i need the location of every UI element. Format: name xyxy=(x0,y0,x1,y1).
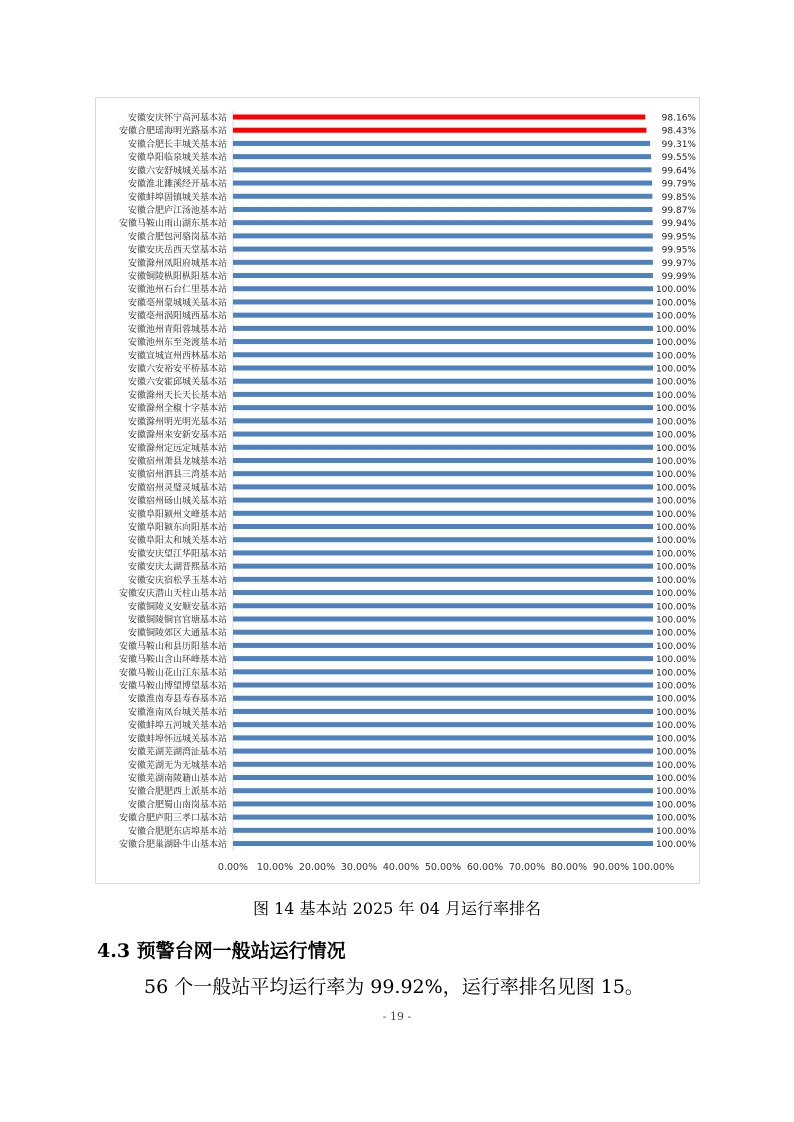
bar xyxy=(233,260,653,265)
bar xyxy=(233,181,652,186)
category-label: 安徽安庆望江华阳基本站 xyxy=(127,549,227,560)
category-label: 安徽阜阳颍东向阳基本站 xyxy=(127,523,227,534)
bar xyxy=(233,749,653,754)
category-label: 安徽安庆太湖晋熙基本站 xyxy=(127,562,227,573)
x-tick-label: 80.00% xyxy=(550,861,588,873)
data-label: 99.55% xyxy=(661,153,696,164)
data-label: 100.00% xyxy=(655,377,696,388)
bar xyxy=(233,498,653,503)
bar xyxy=(233,458,653,463)
category-label: 安徽淮南寿县寿春基本站 xyxy=(127,694,227,705)
data-label: 100.00% xyxy=(655,285,696,296)
data-label: 100.00% xyxy=(655,575,696,586)
category-label: 安徽合肥包河骆岗基本站 xyxy=(127,232,227,243)
data-label: 100.00% xyxy=(655,496,696,507)
category-label: 安徽铜陵义安顺安基本站 xyxy=(127,602,227,613)
x-tick-label: 60.00% xyxy=(466,861,504,873)
bar xyxy=(233,418,653,423)
category-label: 安徽安庆宿松孚玉基本站 xyxy=(127,575,227,586)
bar xyxy=(233,801,653,806)
bar xyxy=(233,762,653,767)
category-label: 安徽滁州凤阳府城基本站 xyxy=(127,258,227,269)
data-label: 98.16% xyxy=(661,113,696,124)
category-label: 安徽芜湖芜湖湾沚基本站 xyxy=(127,747,227,758)
category-label: 安徽淮北濉溪经开基本站 xyxy=(127,179,227,190)
category-label: 安徽芜湖南陵籍山基本站 xyxy=(127,774,227,784)
category-label: 安徽池州石台仁里基本站 xyxy=(127,285,227,296)
data-label: 100.00% xyxy=(655,390,696,401)
category-label: 安徽宣城宣州西林基本站 xyxy=(127,351,227,362)
data-label: 99.95% xyxy=(661,232,696,243)
category-label: 安徽安庆岳西天堂基本站 xyxy=(127,245,227,256)
data-label: 100.00% xyxy=(655,562,696,573)
data-label: 100.00% xyxy=(655,483,696,494)
category-label: 安徽马鞍山雨山湖东基本站 xyxy=(118,219,227,230)
data-label: 100.00% xyxy=(655,774,696,784)
bar xyxy=(233,445,653,450)
figure-caption: 图 14 基本站 2025 年 04 月运行率排名 xyxy=(253,899,541,918)
data-label: 100.00% xyxy=(655,536,696,547)
data-label: 99.85% xyxy=(661,192,696,203)
data-label: 100.00% xyxy=(655,787,696,798)
category-label: 安徽蚌埠怀远城关基本站 xyxy=(127,734,227,745)
bar xyxy=(233,484,653,489)
data-label: 100.00% xyxy=(655,338,696,349)
data-label: 100.00% xyxy=(655,655,696,666)
x-tick-label: 90.00% xyxy=(592,861,630,873)
section-heading: 4.3 预警台网一般站运行情况 xyxy=(97,940,346,962)
data-label: 100.00% xyxy=(655,430,696,441)
category-label: 安徽合肥蜀山南岗基本站 xyxy=(127,800,227,811)
category-label: 安徽安庆怀宁高河基本站 xyxy=(127,113,227,124)
x-tick-label: 40.00% xyxy=(382,861,420,873)
bar xyxy=(233,313,653,318)
data-label: 100.00% xyxy=(655,734,696,745)
data-label: 100.00% xyxy=(655,826,696,837)
data-label: 100.00% xyxy=(655,589,696,600)
data-label: 99.94% xyxy=(661,219,696,230)
x-tick-label: 10.00% xyxy=(256,861,294,873)
category-label: 安徽铜陵枞阳枞阳基本站 xyxy=(127,272,227,283)
x-tick-label: 70.00% xyxy=(508,861,546,873)
data-label: 99.79% xyxy=(661,179,696,190)
category-label: 安徽马鞍山花山江东基本站 xyxy=(118,668,227,679)
data-label: 100.00% xyxy=(655,523,696,534)
bar xyxy=(233,669,653,674)
bar xyxy=(233,220,653,225)
bar xyxy=(233,392,653,397)
bar xyxy=(233,471,653,476)
bar xyxy=(233,432,653,437)
data-label: 100.00% xyxy=(655,324,696,335)
bar xyxy=(233,379,653,384)
data-label: 100.00% xyxy=(655,747,696,758)
data-label: 100.00% xyxy=(655,470,696,481)
category-label: 安徽滁州明光明光基本站 xyxy=(127,417,227,428)
category-label: 安徽蚌埠固镇城关基本站 xyxy=(127,192,227,203)
bar xyxy=(233,656,653,661)
data-label: 100.00% xyxy=(655,760,696,771)
data-label: 100.00% xyxy=(655,721,696,732)
data-label: 100.00% xyxy=(655,707,696,718)
data-label: 99.64% xyxy=(661,166,696,177)
data-label: 100.00% xyxy=(655,443,696,454)
bar xyxy=(233,352,653,357)
data-label: 100.00% xyxy=(655,840,696,851)
category-label: 安徽池州青阳蓉城基本站 xyxy=(127,324,227,335)
bar xyxy=(233,841,653,846)
bar xyxy=(233,815,653,820)
category-label: 安徽亳州涡阳城西基本站 xyxy=(127,311,227,322)
bar xyxy=(233,207,652,212)
bar xyxy=(233,339,653,344)
category-label: 安徽芜湖无为无城基本站 xyxy=(127,760,227,771)
category-label: 安徽宿州灵璧灵城基本站 xyxy=(127,483,227,494)
data-label: 100.00% xyxy=(655,549,696,560)
bar xyxy=(233,696,653,701)
bar-chart xyxy=(96,98,699,883)
category-label: 安徽安庆潜山天柱山基本站 xyxy=(118,589,227,600)
bar xyxy=(233,511,653,516)
category-label: 安徽滁州天长天长基本站 xyxy=(127,390,227,401)
x-tick-label: 0.00% xyxy=(217,861,249,873)
category-label: 安徽阜阳太和城关基本站 xyxy=(127,536,227,547)
data-label: 99.87% xyxy=(661,205,696,216)
bar xyxy=(233,577,653,582)
bar xyxy=(233,630,653,635)
category-label: 安徽阜阳颍州文峰基本站 xyxy=(127,509,227,520)
bar xyxy=(233,128,646,133)
category-label: 安徽滁州定远定城基本站 xyxy=(127,443,227,454)
data-label: 100.00% xyxy=(655,641,696,652)
category-label: 安徽合肥庐江汤池基本站 xyxy=(127,205,227,216)
bar xyxy=(233,616,653,621)
category-label: 安徽滁州全椒十字基本站 xyxy=(127,404,227,415)
data-label: 100.00% xyxy=(655,628,696,639)
category-label: 安徽六安裕安平桥基本站 xyxy=(127,364,227,375)
bar xyxy=(233,167,651,172)
bar xyxy=(233,828,653,833)
bar xyxy=(233,194,652,199)
data-label: 100.00% xyxy=(655,364,696,375)
bar xyxy=(233,326,653,331)
category-label: 安徽合肥长丰城关基本站 xyxy=(127,139,227,150)
bar xyxy=(233,233,653,238)
bar xyxy=(233,273,653,278)
category-label: 安徽蚌埠五河城关基本站 xyxy=(127,721,227,732)
chart-frame xyxy=(95,97,700,884)
bar xyxy=(233,775,653,780)
category-label: 安徽宿州砀山城关基本站 xyxy=(127,496,227,507)
body-paragraph: 56 个一般站平均运行率为 99.92%，运行率排名见图 15。 xyxy=(144,976,644,998)
category-label: 安徽阜阳临泉城关基本站 xyxy=(127,153,227,164)
category-label: 安徽合肥瑶海明光路基本站 xyxy=(118,126,227,137)
data-label: 100.00% xyxy=(655,668,696,679)
bar xyxy=(233,788,653,793)
bar xyxy=(233,365,653,370)
category-label: 安徽马鞍山博望博望基本站 xyxy=(118,681,227,692)
category-label: 安徽亳州蒙城城关基本站 xyxy=(127,298,227,309)
data-label: 100.00% xyxy=(655,602,696,613)
bar xyxy=(233,722,653,727)
category-label: 安徽滁州来安新安基本站 xyxy=(127,430,227,441)
category-label: 安徽铜陵铜官官塘基本站 xyxy=(127,615,227,626)
data-label: 100.00% xyxy=(655,694,696,705)
data-label: 99.97% xyxy=(661,258,696,269)
data-label: 100.00% xyxy=(655,813,696,824)
page-number: - 19 - xyxy=(382,1010,412,1023)
bar xyxy=(233,141,650,146)
bar xyxy=(233,537,653,542)
data-label: 100.00% xyxy=(655,311,696,322)
category-label: 安徽合肥庐阳三孝口基本站 xyxy=(118,813,227,824)
bar xyxy=(233,564,653,569)
data-label: 99.99% xyxy=(661,272,696,283)
data-label: 100.00% xyxy=(655,417,696,428)
bar xyxy=(233,603,653,608)
bar xyxy=(233,286,653,291)
category-label: 安徽铜陵郊区大通基本站 xyxy=(127,628,227,639)
category-label: 安徽合肥肥东店埠基本站 xyxy=(127,826,227,837)
x-tick-label: 30.00% xyxy=(340,861,378,873)
category-label: 安徽宿州泗县三湾基本站 xyxy=(127,470,227,481)
bar xyxy=(233,735,653,740)
data-label: 98.43% xyxy=(661,126,696,137)
data-label: 100.00% xyxy=(655,681,696,692)
data-label: 99.95% xyxy=(661,245,696,256)
category-label: 安徽六安霍邱城关基本站 xyxy=(127,377,227,388)
category-label: 安徽马鞍山和县历阳基本站 xyxy=(118,641,227,652)
bar xyxy=(233,643,653,648)
data-label: 100.00% xyxy=(655,456,696,467)
x-tick-label: 20.00% xyxy=(298,861,336,873)
bar xyxy=(233,683,653,688)
bar xyxy=(233,299,653,304)
category-label: 安徽淮南凤台城关基本站 xyxy=(127,707,227,718)
data-label: 99.31% xyxy=(661,139,696,150)
category-label: 安徽池州东至尧渡基本站 xyxy=(127,338,227,349)
bar xyxy=(233,115,645,120)
category-label: 安徽六安舒城城关基本站 xyxy=(127,166,227,177)
category-label: 安徽合肥巢湖卧牛山基本站 xyxy=(118,840,227,851)
category-label: 安徽合肥肥西上派基本站 xyxy=(127,787,227,798)
bar xyxy=(233,405,653,410)
bar xyxy=(233,247,653,252)
bar xyxy=(233,550,653,555)
bar xyxy=(233,590,653,595)
data-label: 100.00% xyxy=(655,615,696,626)
data-label: 100.00% xyxy=(655,351,696,362)
data-label: 100.00% xyxy=(655,404,696,415)
x-tick-label: 50.00% xyxy=(424,861,462,873)
data-label: 100.00% xyxy=(655,509,696,520)
data-label: 100.00% xyxy=(655,800,696,811)
bar xyxy=(233,709,653,714)
data-label: 100.00% xyxy=(655,298,696,309)
bar xyxy=(233,154,651,159)
x-tick-label: 100.00% xyxy=(631,861,675,873)
category-label: 安徽马鞍山含山环峰基本站 xyxy=(118,655,227,666)
bar xyxy=(233,524,653,529)
category-label: 安徽宿州萧县龙城基本站 xyxy=(127,456,227,467)
